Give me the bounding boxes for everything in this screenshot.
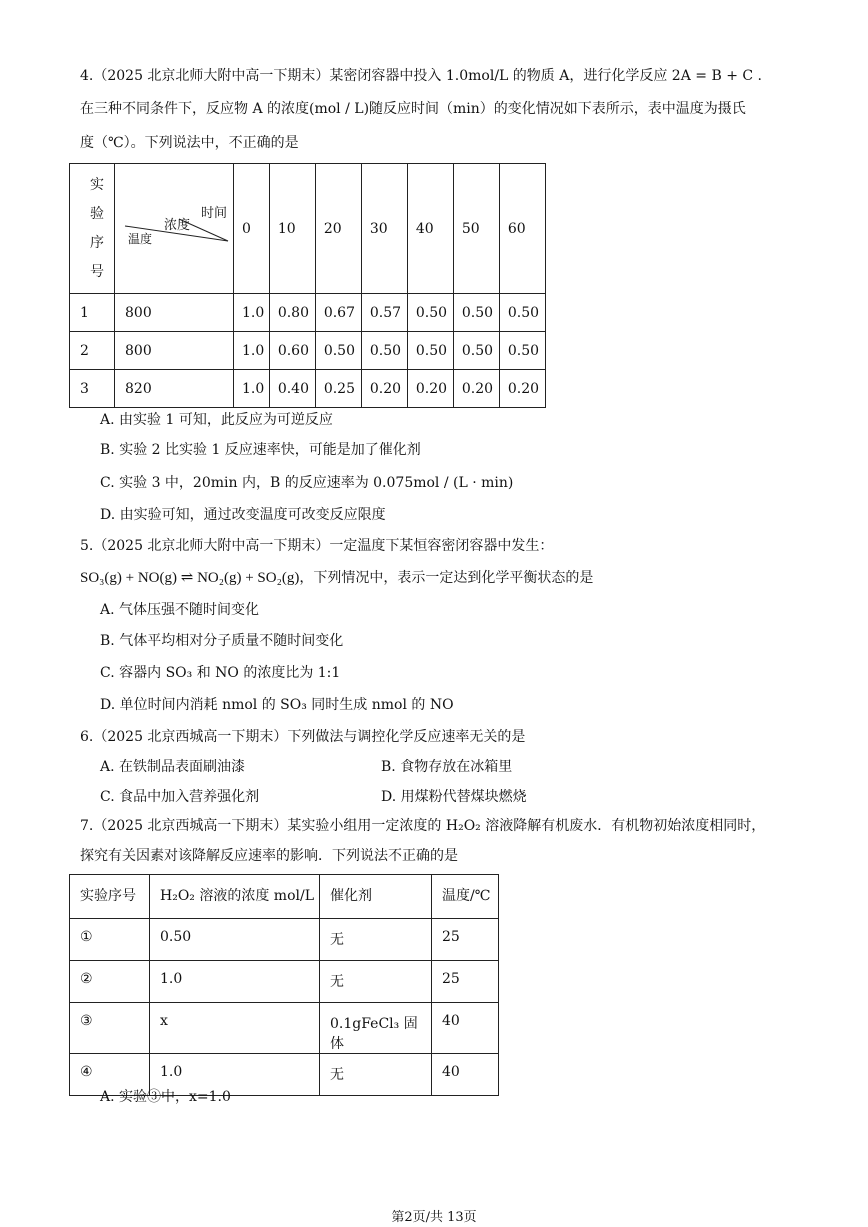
q6-option-a: A. 在铁制品表面刷油漆 xyxy=(100,759,246,775)
q7-stem-line2: 探究有关因素对该降解反应速率的影响．下列说法不正确的是 xyxy=(80,848,458,864)
q4-option-a: A. 由实验 1 可知，此反应为可逆反应 xyxy=(100,412,333,428)
cell-value: 0.50 xyxy=(453,332,499,370)
cell: ③ xyxy=(70,1003,150,1054)
header-experiment-number xyxy=(70,164,115,294)
q7-option-a: A. 实验③中，x=1.0 xyxy=(100,1089,231,1105)
diag-conc-label: 浓度 xyxy=(164,218,191,233)
q6-option-d: D. 用煤粉代替煤块燃烧 xyxy=(381,789,527,805)
q6-option-c: C. 食品中加入营养强化剂 xyxy=(100,789,260,805)
q4-data-table xyxy=(69,163,546,408)
time-header: 50 xyxy=(453,164,499,294)
cell: 1.0 xyxy=(150,961,320,1003)
table-header-row xyxy=(70,875,499,919)
header-char: 序 xyxy=(90,234,104,251)
q7-data-table xyxy=(69,874,499,1096)
cell: ② xyxy=(70,961,150,1003)
time-header: 30 xyxy=(361,164,407,294)
time-header: 60 xyxy=(499,164,545,294)
q6-stem: 6.（2025 北京西城高一下期末）下列做法与调控化学反应速率无关的是 xyxy=(80,729,526,745)
q4-option-b: B. 实验 2 比实验 1 反应速率快，可能是加了催化剂 xyxy=(100,442,421,458)
time-header: 0 xyxy=(234,164,270,294)
header-cell: 催化剂 xyxy=(320,875,432,919)
row-id: 2 xyxy=(70,332,115,370)
cell-value: 0.20 xyxy=(499,370,545,408)
cell: 无 xyxy=(320,919,432,961)
row-temp: 800 xyxy=(115,332,234,370)
header-cell: 温度/℃ xyxy=(432,875,499,919)
table-header-row xyxy=(70,164,546,294)
cell-value: 0.67 xyxy=(315,294,361,332)
cell-value: 1.0 xyxy=(234,332,270,370)
cell-value: 0.40 xyxy=(269,370,315,408)
diag-temp-label: 温度 xyxy=(128,232,153,246)
cell: 1.0 xyxy=(150,1054,320,1096)
cell-value: 0.20 xyxy=(407,370,453,408)
cell: 25 xyxy=(432,919,499,961)
diagonal-header-cell xyxy=(115,164,234,294)
header-char: 实 xyxy=(90,176,104,193)
cell-value: 0.50 xyxy=(315,332,361,370)
q5-option-d: D. 单位时间内消耗 nmol 的 SO₃ 同时生成 nmol 的 NO xyxy=(100,697,454,713)
time-header: 40 xyxy=(407,164,453,294)
cell-value: 1.0 xyxy=(234,370,270,408)
header-char: 验 xyxy=(90,205,104,222)
table-row xyxy=(70,1003,499,1054)
header-char: 号 xyxy=(90,263,104,280)
table-row xyxy=(70,370,546,408)
q5-option-a: A. 气体压强不随时间变化 xyxy=(100,602,260,618)
q4-stem-line1: 4.（2025 北京北师大附中高一下期末）某密闭容器中投入 1.0mol/L 的物质 A，进行化学反应 2A = B + C . xyxy=(80,68,762,84)
cell-value: 0.60 xyxy=(269,332,315,370)
cell-value: 0.50 xyxy=(499,294,545,332)
cell-value: 0.50 xyxy=(361,332,407,370)
q4-stem-line3: 度（℃）。下列说法中，不正确的是 xyxy=(80,135,299,151)
cell-value: 0.57 xyxy=(361,294,407,332)
cell: x xyxy=(150,1003,320,1054)
q5-option-c: C. 容器内 SO₃ 和 NO 的浓度比为 1:1 xyxy=(100,665,341,681)
cell-value: 0.80 xyxy=(269,294,315,332)
cell-value: 0.50 xyxy=(453,294,499,332)
cell-value: 0.50 xyxy=(407,332,453,370)
cell-value: 1.0 xyxy=(234,294,270,332)
header-cell: 实验序号 xyxy=(70,875,150,919)
time-header: 20 xyxy=(315,164,361,294)
cell: 0.1gFeCl₃ 固体 xyxy=(320,1003,432,1054)
cell: 无 xyxy=(320,1054,432,1096)
row-temp: 820 xyxy=(115,370,234,408)
q7-stem-line1: 7.（2025 北京西城高一下期末）某实验小组用一定浓度的 H₂O₂ 溶液降解有机废水．有机物初始浓度相同时， xyxy=(80,818,766,834)
row-id: 1 xyxy=(70,294,115,332)
q5-equation: SO₃(g) + NO(g) ⇌ NO₂(g) + SO₂(g) xyxy=(80,570,300,586)
table-row xyxy=(70,294,546,332)
table-row xyxy=(70,919,499,961)
q6-option-b: B. 食物存放在冰箱里 xyxy=(381,759,513,775)
page-footer: 第2页/共 13页 xyxy=(391,1210,477,1225)
header-cell: H₂O₂ 溶液的浓度 mol/L xyxy=(150,875,320,919)
cell: 无 xyxy=(320,961,432,1003)
q4-stem-line2: 在三种不同条件下，反应物 A 的浓度(mol / L)随反应时间（min）的变化情况如下表所示，表中温度为摄氏 xyxy=(80,101,746,117)
time-header: 10 xyxy=(269,164,315,294)
q5-equation-line xyxy=(80,568,593,588)
q5-stem-line2: ，下列情况中，表示一定达到化学平衡状态的是 xyxy=(299,570,594,586)
cell: 40 xyxy=(432,1003,499,1054)
table-row xyxy=(70,961,499,1003)
cell-value: 0.20 xyxy=(453,370,499,408)
cell: ④ xyxy=(70,1054,150,1096)
q5-stem-line1: 5.（2025 北京北师大附中高一下期末）一定温度下某恒容密闭容器中发生： xyxy=(80,538,554,554)
table-row xyxy=(70,332,546,370)
q4-option-c: C. 实验 3 中，20min 内，B 的反应速率为 0.075mol / (L · min) xyxy=(100,475,514,491)
cell-value: 0.20 xyxy=(361,370,407,408)
row-temp: 800 xyxy=(115,294,234,332)
row-id: 3 xyxy=(70,370,115,408)
cell: 25 xyxy=(432,961,499,1003)
cell-value: 0.50 xyxy=(499,332,545,370)
cell: 40 xyxy=(432,1054,499,1096)
diag-time-label: 时间 xyxy=(201,206,228,221)
q4-option-d: D. 由实验可知，通过改变温度可改变反应限度 xyxy=(100,507,386,523)
cell-value: 0.25 xyxy=(315,370,361,408)
cell: ① xyxy=(70,919,150,961)
cell: 0.50 xyxy=(150,919,320,961)
q5-option-b: B. 气体平均相对分子质量不随时间变化 xyxy=(100,633,344,649)
cell-value: 0.50 xyxy=(407,294,453,332)
